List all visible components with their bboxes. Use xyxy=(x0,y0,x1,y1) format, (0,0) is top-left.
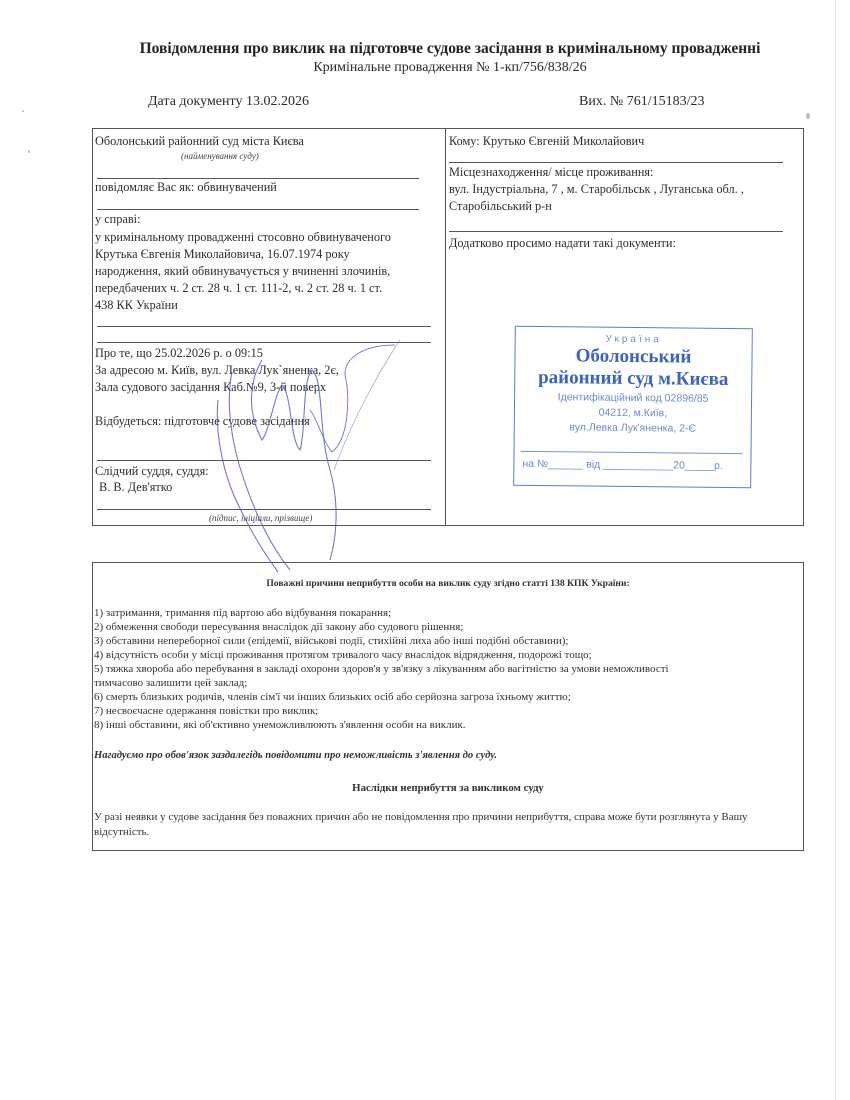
case-line: Крутька Євгенія Миколайовича, 16.07.1974 року xyxy=(95,247,350,261)
location-label: Місцезнаходження/ місце проживання: xyxy=(449,165,654,179)
scan-speck xyxy=(22,110,24,112)
stamp-court-line2: районний суд м.Києва xyxy=(538,367,729,390)
divider xyxy=(97,326,431,327)
hearing-type: Відбудеться: підготовче судове засідання xyxy=(95,414,310,428)
additional-documents: Додатково просимо надати такі документи: xyxy=(449,236,676,250)
stamp-postal: 04212, м.Київ, xyxy=(598,406,668,420)
case-line: 438 КК України xyxy=(95,298,178,312)
divider xyxy=(97,342,431,343)
reason-item: 2) обмеження свободи пересування внаслідок дії закону або судового рішення; xyxy=(94,621,464,633)
divider xyxy=(449,162,783,163)
case-line: передбачених ч. 2 ст. 28 ч. 1 ст. 111-2, ч. 2 ст. 28 ч. 1 ст. xyxy=(95,281,383,295)
outgoing-number: Вих. № 761/15183/23 xyxy=(579,94,705,109)
divider xyxy=(97,509,431,510)
court-stamp xyxy=(513,326,753,488)
recipient: Кому: Крутько Євгеній Миколайович xyxy=(449,134,645,148)
reasons-box xyxy=(92,562,804,851)
reason-item-continued: тимчасово залишити цей заклад; xyxy=(94,677,248,689)
case-number: Кримінальне провадження № 1-кп/756/838/26 xyxy=(313,60,587,75)
stamp-country: Україна xyxy=(605,333,662,346)
notifies-as: повідомляє Вас як: обвинувачений xyxy=(95,180,277,194)
stamp-id-code: Ідентифікаційний код 02896/85 xyxy=(557,391,709,405)
address-line: Старобільський р-н xyxy=(449,199,552,213)
case-line: у кримінальному провадженні стосовно обвинуваченого xyxy=(95,230,391,244)
case-label: у справі: xyxy=(95,212,141,226)
reason-item: 8) інші обставини, які об'єктивно унеможливлюють з'явлення особи на виклик. xyxy=(94,719,466,731)
stamp-divider xyxy=(521,451,743,454)
reasons-heading: Поважні причини неприбуття особи на виклик суду згідно статті 138 КПК України: xyxy=(266,578,630,589)
reason-item: 5) тяжка хвороба або перебування в закладі охорони здоров'я у зв'язку з лікуванням або вагітністю за умови неможливості xyxy=(94,663,669,675)
stamp-court-line1: Оболонський xyxy=(575,345,692,368)
left-column xyxy=(93,129,446,525)
consequences-title: Наслідки неприбуття за викликом суду xyxy=(352,782,544,794)
signature-hint: (підпис, ініціали, прізвище) xyxy=(209,513,313,523)
judge-name: В. В. Дев'ятко xyxy=(99,480,173,494)
document-title: Повідомлення про виклик на підготовче судове засідання в кримінальному провадженні xyxy=(139,40,761,57)
divider xyxy=(449,231,783,232)
scan-speck xyxy=(28,150,30,153)
court-name-hint: (найменування суду) xyxy=(181,151,259,161)
reason-item: 3) обставини непереборної сили (епідемії, військові події, стихійні лиха або інші подібні обставини); xyxy=(94,635,569,647)
case-line: народження, який обвинувачується у вчиненні злочинів, xyxy=(95,264,391,278)
hearing-datetime: Про те, що 25.02.2026 р. о 09:15 xyxy=(95,346,263,360)
hearing-address: За адресою м. Київ, вул. Левка Лук`яненка, 2є, xyxy=(95,363,339,377)
document-date: Дата документу 13.02.2026 xyxy=(148,94,309,109)
page-edge xyxy=(835,0,836,1100)
stamp-street: вул.Левка Лук'яненка, 2-Є xyxy=(569,421,697,435)
stamp-reference-line: на №______ від ____________20_____р. xyxy=(522,457,723,472)
reason-item: 4) відсутність особи у місці проживання протягом тривалого часу внаслідок відрядження, подорожі тощо; xyxy=(94,649,592,661)
consequences-text: У разі неявки у судове засідання без поважних причин або не повідомлення про причини неприбуття, справа може бути розглянута у Вашу відсутність. xyxy=(94,811,748,838)
judge-label: Слідчий суддя, суддя: xyxy=(95,464,209,478)
address-line: вул. Індустріальна, 7 , м. Старобільськ , Луганська обл. , xyxy=(449,182,744,196)
hearing-room: Зала судового засідання Каб.№9, 3-й поверх xyxy=(95,380,327,394)
reason-item: 7) несвоєчасне одержання повістки про виклик; xyxy=(94,705,319,717)
divider xyxy=(97,209,419,210)
reason-item: 6) смерть близьких родичів, членів сім'ї чи інших близьких осіб або серйозна загроза їхньому життю; xyxy=(94,691,571,703)
divider xyxy=(97,460,431,461)
reminder-note: Нагадуємо про обов'язок заздалегідь повідомити про неможливість з'явлення до суду. xyxy=(94,750,497,761)
reason-item: 1) затримання, тримання під вартою або відбування покарання; xyxy=(94,607,392,619)
court-name: Оболонський районний суд міста Києва xyxy=(95,134,304,148)
scan-speck xyxy=(806,113,810,119)
